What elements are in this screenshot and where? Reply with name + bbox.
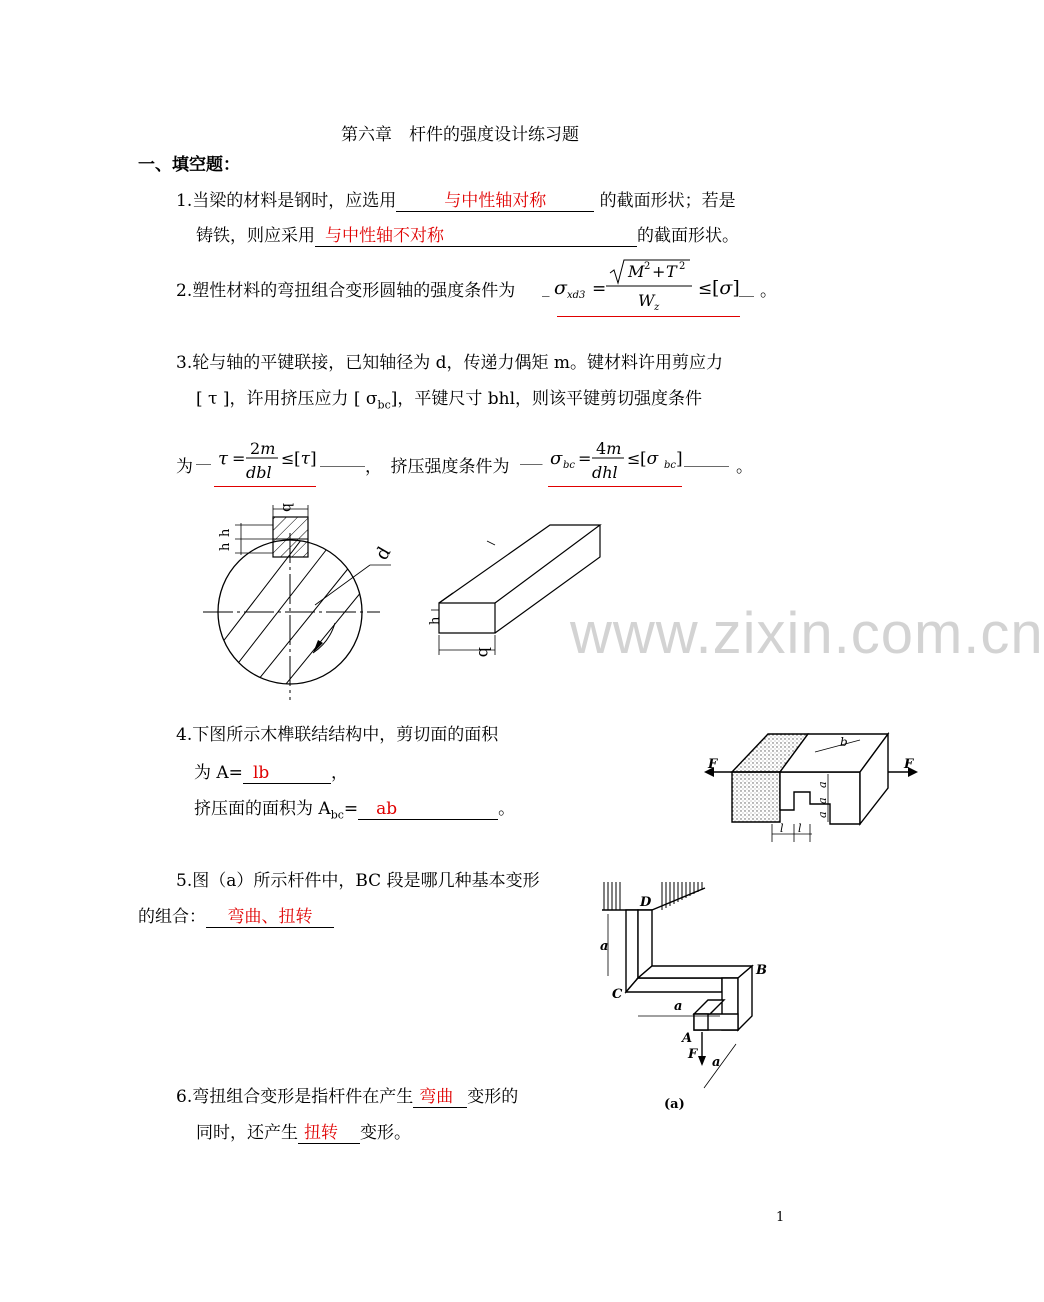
q6-text-a: 6.弯扭组合变形是指杆件在产生 [176,1087,414,1107]
bearing-num: 4m [596,439,622,458]
q4-answer-2: ab [358,799,498,820]
page-title: 第六章 杆件的强度设计练习题 [341,125,579,145]
formula-T: T [666,262,677,281]
formula-sigma: σ [554,277,567,299]
q2-formula [540,256,780,320]
shear-le: ≤ [281,449,295,468]
label-a3-tenon: a [816,811,829,818]
label-b-top: b [279,503,295,512]
bearing-tail: ______ [684,449,729,467]
label-F-right: F [904,757,914,772]
force-F-arrowhead [698,1056,706,1066]
formula-sigma-sub: xd3 [567,290,586,301]
label-F-bar: F [688,1047,698,1062]
q4-line3 [194,794,515,821]
shear-den: dbl [246,463,272,482]
q4-sub: bc [330,808,344,822]
q3-bearing-underline [548,486,682,487]
label-h1: h [218,528,233,537]
q1-text-b: 的截面形状；若是 [599,191,736,211]
q3-shear-formula [196,434,376,488]
q6-text-d: 变形。 [360,1123,411,1143]
q1-line2 [196,221,739,247]
shear-eq: = [232,449,246,468]
q2-answer-underline [557,316,740,317]
q6-text-b: 变形的 [467,1087,519,1107]
q2-end: 。 [760,281,777,301]
label-a-horizontal: a [674,999,683,1014]
q3-shear-underline [214,486,316,487]
q4-eq: = [343,799,359,819]
tenon-joint-figure [700,722,920,852]
formula-bracket: [σ] [712,277,740,299]
key-shaft-figure [195,495,615,710]
q3-line1: 3.轮与轴的平键联接，已知轴径为 d，传递力偶矩 m。键材料许用剪应力 [176,353,724,373]
q1-line1 [176,186,736,212]
q1-text-d: 的截面形状。 [637,226,739,246]
q3-sub: bc [377,398,391,412]
q5-line1: 5.图（a）所示杆件中，BC 段是哪几种基本变形 [176,871,540,891]
q4-text-a: 为 A= [194,763,243,783]
bearing-bracket-close: ] [676,449,683,469]
shear-underscore: __ [196,447,211,465]
formula-eq: = [592,279,607,299]
tenon-body [732,734,888,824]
caption-a: (a) [664,1097,685,1112]
bearing-bracket-sub: bc [664,460,677,471]
q3-text-a: [ τ ]，许用挤压应力 [ σ [196,389,378,409]
shear-bracket: [τ] [294,449,317,469]
q4-text-d: 。 [498,799,516,819]
shear-num: 2m [250,439,276,458]
q5-text-a: 的组合： [138,907,206,927]
q4-text-b: ， [330,763,348,783]
dim-d-leader [315,565,370,605]
q3-mid: ， 挤压强度条件为 [365,457,510,477]
label-b-tenon: b [840,735,848,749]
formula-pow2: 2 [679,261,686,272]
q4-line1: 4.下图所示木榫联结结构中，剪切面的面积 [176,725,499,745]
formula-le: ≤ [698,279,713,299]
formula-W-sub: z [654,302,660,313]
label-b-iso: b [475,647,494,658]
q5-answer: 弯曲、扭转 [206,907,334,928]
q3-line2 [196,384,702,411]
label-A: A [682,1031,693,1046]
shear-tau: τ [218,448,228,469]
shear-tail: ______ [320,449,365,467]
q3-pre: 为 [176,457,193,477]
q6-line1 [176,1082,518,1108]
label-l2: l [798,822,802,835]
q3-end: 。 [736,457,753,477]
key-block [273,517,308,557]
q4-answer-1: lb [243,763,331,784]
label-d: d [371,543,396,564]
q1-answer-2: 与中性轴不对称 [315,226,637,247]
q1-text-a: 1.当梁的材料是钢时，应选用 [176,191,397,211]
formula-plus: + [652,262,666,281]
q4-line2 [194,758,348,784]
formula-M: M [628,262,645,281]
q3-text-b: ]，平键尺寸 bhl，则该平键剪切强度条件 [390,389,703,409]
bent-bar [626,910,752,1030]
formula-underscore: _ [542,279,550,297]
formula-W: W [638,291,655,310]
watermark: www.zixin.com.cn [570,601,1044,666]
label-a-diagonal: a [712,1055,721,1070]
q6-text-c: 同时，还产生 [196,1123,298,1143]
label-a-vertical: a [600,939,609,954]
q1-answer-1: 与中性轴对称 [396,191,594,212]
label-F-left: F [708,757,718,772]
formula-tail: __ [739,279,754,297]
label-a1-tenon: a [816,781,829,788]
q6-answer-2: 扭转 [298,1123,360,1144]
bent-bar-figure [590,870,770,1115]
label-h2: h [218,542,233,551]
bearing-underscore: ___ [520,447,543,465]
label-B: B [756,963,767,978]
formula-pow1: 2 [644,261,651,272]
label-C: C [612,987,623,1002]
bearing-eq: = [578,449,592,468]
section-heading: 一、填空题： [138,155,240,175]
label-a2-tenon: a [816,797,829,804]
q6-answer-1: 弯曲 [413,1087,467,1108]
bearing-sub: bc [563,460,576,471]
q3-bearing-formula [520,434,740,488]
q6-line2 [196,1118,411,1144]
label-l1: l [780,822,784,835]
q4-text-c: 挤压面的面积为 A [194,799,331,819]
q2-text: 2.塑性材料的弯扭组合变形圆轴的强度条件为 [176,281,516,301]
iso-leader [487,541,495,545]
bearing-le: ≤ [627,449,641,468]
bearing-bracket: [σ [640,449,659,469]
page-number: 1 [776,1210,785,1225]
q1-text-c: 铸铁，则应采用 [196,226,315,246]
label-h-iso: h [428,616,443,625]
q5-line2 [138,902,334,928]
bearing-sigma: σ [550,448,563,469]
bearing-den: dhl [592,463,618,482]
label-D: D [640,895,652,910]
